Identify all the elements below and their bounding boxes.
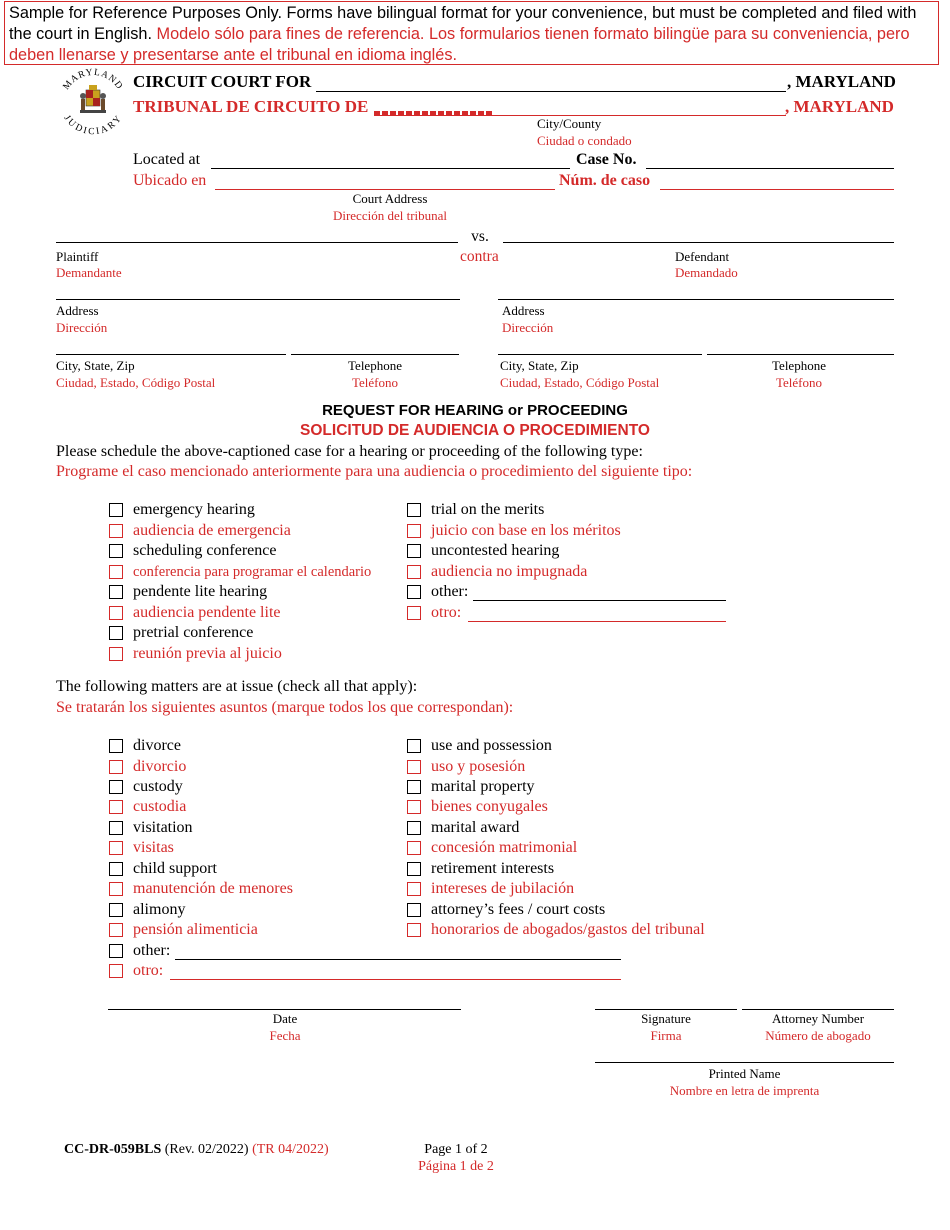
pretrial-conference-checkbox[interactable] — [109, 626, 123, 640]
pendente-lite-hearing-label: pendente lite hearing — [133, 583, 268, 600]
schedule-prompt: Please schedule the above-captioned case for a hearing or proceeding of the following type: — [56, 443, 643, 460]
form-revision: (Rev. 02/2022) — [164, 1142, 249, 1157]
marital-award-checkbox-es — [407, 841, 421, 855]
emergency-hearing-checkbox-es — [109, 524, 123, 538]
uncontested-hearing-label-es: audiencia no impugnada — [431, 563, 588, 580]
plaintiff-address-caption: Address — [56, 303, 99, 318]
schedule-other-label-es: otro: — [431, 604, 462, 621]
use-and-possession-label-es: uso y posesión — [431, 758, 526, 775]
marital-award-label: marital award — [431, 819, 520, 836]
form-title: REQUEST FOR HEARING or PROCEEDING — [322, 402, 628, 419]
seal-bottom-text: JUDICIARY — [61, 113, 125, 138]
trial-on-merits-checkbox-es — [407, 524, 421, 538]
case-no-field-line-es — [660, 189, 894, 190]
circuit-court-for-label: CIRCUIT COURT FOR — [133, 72, 312, 91]
custody-checkbox[interactable] — [109, 780, 123, 794]
attorneys-fees-label: attorney’s fees / court costs — [431, 901, 606, 918]
matters-other-field-line[interactable] — [175, 959, 621, 960]
plaintiff-city-line[interactable] — [56, 354, 286, 355]
use-and-possession-checkbox[interactable] — [407, 739, 421, 753]
form-translation-revision: (TR 04/2022) — [252, 1142, 329, 1157]
defendant-city-line[interactable] — [498, 354, 702, 355]
case-no-label-es: Núm. de caso — [559, 172, 651, 189]
trial-on-merits-label-es: juicio con base en los méritos — [431, 522, 621, 539]
case-no-field-line[interactable] — [646, 168, 894, 169]
defendant-telephone-caption-es: Teléfono — [775, 375, 822, 390]
plaintiff-caption-es: Demandante — [56, 265, 122, 280]
retirement-interests-checkbox-es — [407, 882, 421, 896]
alimony-label: alimony — [133, 901, 186, 918]
schedule-other-checkbox[interactable] — [407, 585, 421, 599]
pendente-lite-hearing-checkbox[interactable] — [109, 585, 123, 599]
attorneys-fees-label-es: honorarios de abogados/gastos del tribunal — [431, 921, 705, 938]
pendente-lite-hearing-label-es: audiencia pendente lite — [133, 604, 281, 621]
plaintiff-city-caption: City, State, Zip — [56, 358, 135, 373]
use-and-possession-label: use and possession — [431, 737, 552, 754]
custody-label-es: custodia — [133, 798, 187, 815]
date-field-line[interactable] — [108, 1009, 461, 1010]
matters-other-checkbox[interactable] — [109, 944, 123, 958]
case-no-label: Case No. — [576, 151, 637, 168]
page-number-es: Página 1 de 2 — [418, 1159, 494, 1174]
defendant-telephone-caption: Telephone — [772, 358, 826, 373]
alimony-checkbox-es — [109, 923, 123, 937]
divorce-label: divorce — [133, 737, 181, 754]
date-caption: Date — [272, 1011, 298, 1026]
located-at-field-line[interactable] — [211, 168, 570, 169]
located-at-label-es: Ubicado en — [133, 172, 207, 189]
matters-other-field-line-es — [170, 979, 621, 980]
defendant-address-caption-es: Dirección — [502, 320, 554, 335]
defendant-caption: Defendant — [675, 249, 730, 264]
defendant-field-line[interactable] — [503, 242, 894, 243]
visitation-checkbox-es — [109, 841, 123, 855]
child-support-label-es: manutención de menores — [133, 880, 293, 897]
attorneys-fees-checkbox-es — [407, 923, 421, 937]
defendant-city-caption-es: Ciudad, Estado, Código Postal — [500, 375, 660, 390]
schedule-other-field-line[interactable] — [473, 600, 726, 601]
plaintiff-telephone-caption-es: Teléfono — [351, 375, 398, 390]
scheduling-conference-label-es: conferencia para programar el calendario — [133, 564, 372, 580]
trial-on-merits-label: trial on the merits — [431, 501, 545, 518]
matters-other-label: other: — [133, 942, 171, 959]
plaintiff-telephone-caption: Telephone — [348, 358, 402, 373]
alimony-label-es: pensión alimenticia — [133, 921, 258, 938]
tribunal-label: TRIBUNAL DE CIRCUITO DE — [133, 97, 369, 116]
divorce-checkbox[interactable] — [109, 739, 123, 753]
marital-property-label-es: bienes conyugales — [431, 798, 548, 815]
contra-label: contra — [460, 248, 499, 265]
date-caption-es: Fecha — [269, 1028, 301, 1043]
divorce-label-es: divorcio — [133, 758, 187, 775]
court-address-caption-es: Dirección del tribunal — [332, 208, 448, 223]
matters-other-label-es: otro: — [133, 962, 164, 979]
plaintiff-city-caption-es: Ciudad, Estado, Código Postal — [56, 375, 216, 390]
maryland-label-es: , MARYLAND — [785, 97, 894, 116]
signature-caption-es: Firma — [650, 1028, 682, 1043]
marital-award-checkbox[interactable] — [407, 821, 421, 835]
attorney-number-caption-es: Número de abogado — [765, 1028, 871, 1043]
scheduling-conference-label: scheduling conference — [133, 542, 277, 559]
court-address-caption: Court Address — [352, 191, 428, 206]
marital-property-checkbox[interactable] — [407, 780, 421, 794]
retirement-interests-label-es: intereses de jubilación — [431, 880, 575, 897]
emergency-hearing-label: emergency hearing — [133, 501, 255, 518]
strike-marks — [374, 111, 492, 115]
printed-name-field-line[interactable] — [595, 1062, 894, 1063]
attorneys-fees-checkbox[interactable] — [407, 903, 421, 917]
located-at-field-line-es — [215, 189, 555, 190]
schedule-prompt-es: Programe el caso mencionado anteriormente para una audiencia o procedimiento del siguiente tipo: — [56, 463, 693, 480]
plaintiff-caption: Plaintiff — [56, 249, 99, 264]
defendant-address-line[interactable] — [498, 299, 894, 300]
located-at-label: Located at — [133, 151, 201, 168]
matters-prompt-es: Se tratarán los siguientes asuntos (marque todos los que correspondan): — [56, 699, 514, 716]
attorney-number-field-line[interactable] — [742, 1009, 894, 1010]
uncontested-hearing-label: uncontested hearing — [431, 542, 560, 559]
scheduling-conference-checkbox-es — [109, 565, 123, 579]
plaintiff-address-line[interactable] — [56, 299, 460, 300]
marital-property-checkbox-es — [407, 800, 421, 814]
printed-name-caption: Printed Name — [708, 1066, 781, 1081]
visitation-checkbox[interactable] — [109, 821, 123, 835]
attorney-number-caption: Attorney Number — [771, 1011, 865, 1026]
seal-emblem-icon — [80, 85, 106, 113]
pretrial-conference-label-es: reunión previa al juicio — [133, 645, 282, 662]
form-id: CC-DR-059BLS — [64, 1142, 162, 1157]
marital-award-label-es: concesión matrimonial — [431, 839, 578, 856]
schedule-other-label: other: — [431, 583, 469, 600]
uncontested-hearing-checkbox[interactable] — [407, 544, 421, 558]
pretrial-conference-label: pretrial conference — [133, 624, 254, 641]
child-support-checkbox-es — [109, 882, 123, 896]
scheduling-conference-checkbox[interactable] — [109, 544, 123, 558]
form-title-es: SOLICITUD DE AUDIENCIA O PROCEDIMIENTO — [300, 422, 650, 439]
plaintiff-field-line[interactable] — [56, 242, 458, 243]
svg-text:JUDICIARY — [62, 114, 125, 138]
matters-other-checkbox-es — [109, 964, 123, 978]
use-and-possession-checkbox-es — [407, 760, 421, 774]
signature-caption: Signature — [641, 1011, 691, 1026]
emergency-hearing-label-es: audiencia de emergencia — [133, 522, 291, 539]
emergency-hearing-checkbox[interactable] — [109, 503, 123, 517]
city-county-caption: City/County — [537, 116, 602, 131]
county-field-line[interactable] — [316, 91, 786, 92]
disclaimer-english: Sample for Reference Purposes Only. Forms have bilingual format for your convenience, but must be completed and filed with the court in English. — [9, 4, 917, 43]
alimony-checkbox[interactable] — [109, 903, 123, 917]
vs-label: vs. — [471, 228, 489, 245]
maryland-judiciary-seal — [56, 66, 130, 138]
retirement-interests-label: retirement interests — [431, 860, 555, 877]
seal-top-text: MARYLAND — [61, 67, 125, 92]
visitation-label: visitation — [133, 819, 193, 836]
uncontested-hearing-checkbox-es — [407, 565, 421, 579]
divorce-checkbox-es — [109, 760, 123, 774]
custody-checkbox-es — [109, 800, 123, 814]
pretrial-conference-checkbox-es — [109, 647, 123, 661]
custody-label: custody — [133, 778, 183, 795]
signature-field-line[interactable] — [595, 1009, 737, 1010]
defendant-telephone-line[interactable] — [707, 354, 894, 355]
defendant-address-caption: Address — [502, 303, 545, 318]
marital-property-label: marital property — [431, 778, 535, 795]
child-support-label: child support — [133, 860, 217, 877]
trial-on-merits-checkbox[interactable] — [407, 503, 421, 517]
schedule-other-field-line-es — [468, 621, 726, 622]
page-number: Page 1 of 2 — [424, 1142, 488, 1157]
matters-prompt: The following matters are at issue (check all that apply): — [56, 678, 418, 695]
child-support-checkbox[interactable] — [109, 862, 123, 876]
plaintiff-telephone-line[interactable] — [291, 354, 459, 355]
plaintiff-address-caption-es: Dirección — [56, 320, 108, 335]
form-id-footer — [64, 1142, 329, 1158]
pendente-lite-hearing-checkbox-es — [109, 606, 123, 620]
visitation-label-es: visitas — [133, 839, 174, 856]
defendant-caption-es: Demandado — [675, 265, 738, 280]
disclaimer-spanish: Modelo sólo para fines de referencia. Los formularios tienen formato bilingüe para su conveniencia, pero deben llenarse y presentarse ante el tribunal en idioma inglés. — [9, 25, 910, 64]
printed-name-caption-es: Nombre en letra de imprenta — [669, 1083, 820, 1098]
maryland-label: , MARYLAND — [787, 72, 896, 91]
disclaimer-box — [4, 1, 939, 65]
retirement-interests-checkbox[interactable] — [407, 862, 421, 876]
defendant-city-caption: City, State, Zip — [500, 358, 579, 373]
schedule-other-checkbox-es — [407, 606, 421, 620]
city-county-caption-es: Ciudad o condado — [537, 133, 632, 148]
